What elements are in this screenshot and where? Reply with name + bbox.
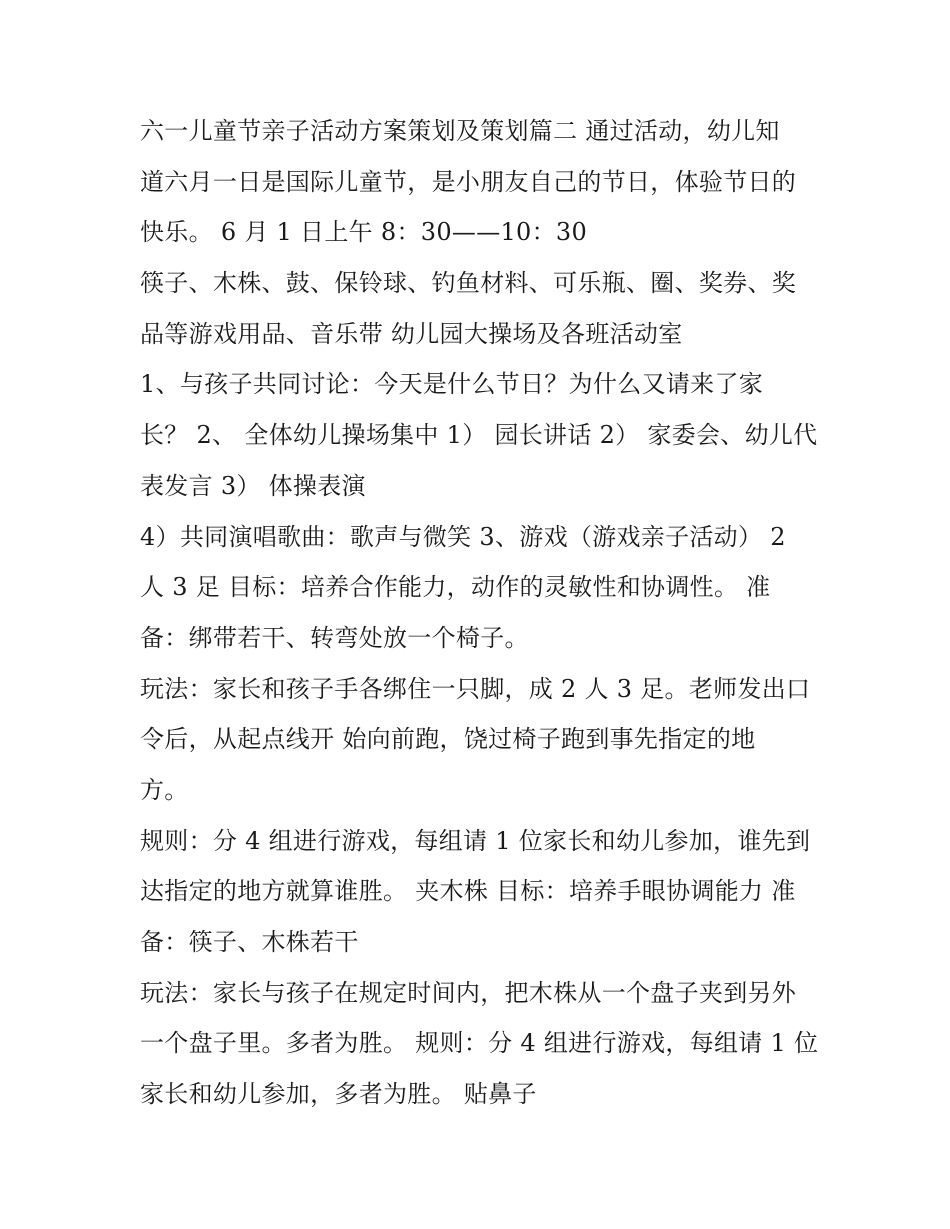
- text-line: 4）共同演唱歌曲：歌声与微笑 3、游戏（游戏亲子活动） 2: [140, 522, 786, 551]
- text-line: 玩法：家长与孩子在规定时间内，把木株从一个盘子夹到另外: [140, 978, 797, 1007]
- text-line: 一个盘子里。多者为胜。 规则：分 4 组进行游戏，每组请 1 位: [140, 1029, 819, 1058]
- text-line: 备：绑带若干、转弯处放一个椅子。: [140, 623, 529, 652]
- text-line: 备：筷子、木株若干: [140, 928, 359, 956]
- text-line: 家长和幼儿参加，多者为胜。 贴鼻子: [140, 1080, 537, 1109]
- text-line: 1、与孩子共同讨论：今天是什么节日？为什么又请来了家: [140, 370, 764, 399]
- text-line: 方。: [140, 775, 189, 804]
- text-line: 人 3 足 目标：培养合作能力，动作的灵敏性和协调性。 准: [140, 573, 771, 602]
- text-line: 玩法：家长和孩子手各绑住一只脚，成 2 人 3 足。老师发出口: [140, 674, 811, 703]
- text-line: 道六月一日是国际儿童节，是小朋友自己的节日，体验节日的: [140, 167, 797, 196]
- text-line: 筷子、木株、鼓、保铃球、钓鱼材料、可乐瓶、圈、奖券、奖: [140, 269, 797, 298]
- text-line: 达指定的地方就算谁胜。 夹木株 目标：培养手眼协调能力 准: [140, 877, 796, 906]
- text-line: 快乐。 6 月 1 日上午 8：30——10：30: [140, 218, 588, 247]
- text-line: 规则：分 4 组进行游戏，每组请 1 位家长和幼儿参加，谁先到: [140, 826, 811, 855]
- text-line: 长？ 2、 全体幼儿操场集中 1） 园长讲话 2） 家委会、幼儿代: [140, 421, 818, 450]
- text-line: 六一儿童节亲子活动方案策划及策划篇二 通过活动，幼儿知: [140, 117, 780, 145]
- text-line: 品等游戏用品、音乐带 幼儿园大操场及各班活动室: [140, 319, 683, 348]
- text-line: 表发言 3） 体操表演: [140, 471, 366, 500]
- body-text: [140, 106, 820, 1120]
- text-line: 令后，从起点线开 始向前跑，饶过椅子跑到事先指定的地: [140, 725, 756, 754]
